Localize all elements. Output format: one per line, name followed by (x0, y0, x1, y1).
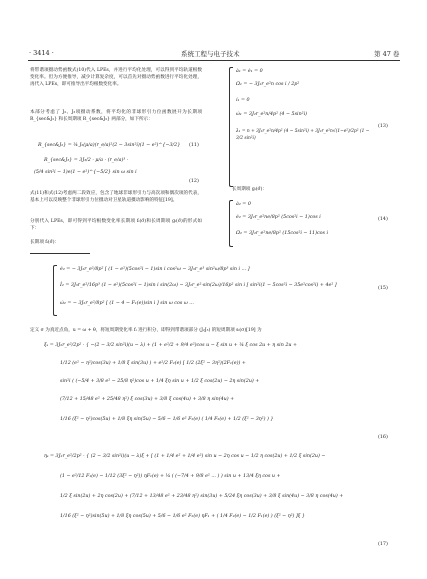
paragraph-potential: 本部分考虑了 J₂、J₃项摄动系数，将平均化的非球形引力位函数展开为长期项 R_{sec&J₂} 和长周期项 R_{sec&J₃} 两部分，如下所示： (30, 110, 202, 122)
equation-17-line2: (1 − e²/12 F₁(e) − 1/12 (3ξ² − η²)) ηF₁(e) + ¼ ( (−7/4 + 9/8 e² ... ) ) sin u + 13/4 ξη cos u + (60, 474, 281, 479)
equation-11: R_{sec&J₂} = ¼ J₂(μ/a)(r_e/a)²(2 − 3sin²i)(1 − e²)^{−3/2} (38, 143, 181, 148)
long-period-label: 长周期项 gᵢ(σ̄)： (232, 187, 268, 192)
equation-16-line3: sin²i ( (−5/4 + 3/8 e² − 25/8 η²)cos u + 1/4 ξη sin u + 1/2 ξ cos(2u) − 2η sin(2u) + (60, 379, 260, 384)
equation-16-line4: (7/12 + 15/48 e² + 25/48 η²) ξ cos(3u) + 3/8 ξ cos(4u) + 3/8 η sin(4u) + (60, 397, 235, 402)
equation-12-number: (12) (189, 179, 199, 184)
paragraph-discussion: 式(11)和式(12)考虑两二段效应，包含了地球非球形引力与高次项和偶次项的代表，基本上可以反映整个非球形引力位摄动对卫星轨道摄动影响的特征[19]。 (30, 191, 202, 203)
paragraph-secular-label: 长期项 fᵢ(σ̄)： (30, 240, 60, 245)
footnote-rule (30, 253, 90, 254)
brace-15 (53, 265, 57, 316)
brace-14 (229, 200, 233, 247)
equation-14-line3: Ω̇₂ = 3J₂r_e²ne/8p² (15cos²i − 11)cos i (236, 231, 329, 236)
header-rule (28, 60, 400, 61)
equation-16-number: (16) (378, 435, 388, 440)
journal-title: 系统工程与电子技术 (181, 50, 240, 58)
equation-17-number: (17) (378, 542, 388, 547)
equation-11-number: (11) (189, 143, 199, 148)
equation-16-line1: ξₛ = 3J₂r_e²/2p² · { −(2 − 3/2 sin²i)(u − λ) + (1 + e²/2 + 9/4 e²)cos u − ξ sin u + ¼ ξ cos 2u + η sin 2u + (44, 343, 298, 348)
equation-12-line1: R_{sec&J₃} = 3J₃/2 · μ/a · (r_e/a)³ · (44, 158, 129, 163)
equation-14-line2: ė₂ = 3J₂r_e²ne/8p² (5cos²i − 1)cos i (236, 215, 321, 220)
equation-17-line1: ηₛ = 3J₂r_e²/2p² · { (2 − 3/2 sin²i)(u − λ)ξ + [ (1 + 1/4 e² + 1/4 e²) sin u − 2η cos u − 1/2 η cos(2u) + 1/2 ξ sin(2u) − (44, 454, 326, 459)
equation-14-line1: ȧ₂ = 0 (236, 202, 251, 207)
equation-16-line5: 1/16 (ξ² − η²)cos(5u) + 1/8 ξη sin(5u) − 5/6 − 1/6 e² F₂(e) ( 1/4 F₂(e) + 1/2 (ξ² − 3η²) ) } (60, 417, 274, 422)
equation-16-line2: 1/12 (e² − η²)cos(3u) + 1/8 ξ sin(3u) ) + e²/2 F₂(e) [ 1/2 (2ξ² − 3η²)(2F₁(e)) + (60, 361, 246, 366)
equation-15-line1: ė₂ = − 3J₂r_e²/8p² [ (1 − e²)(5cos²i − 1)sin i cos²ω − 3J₃r_e³ sin²ω/8p³ sin i ... ] (60, 267, 250, 272)
paragraph-intro: 将带谐项摄动势函数式(10)代入 LPEs，并进行平均化处理，可以得到平均轨道根数变化率。但为方便推导，减少计算复杂度，可以首先对摄动势函数进行平均化处理，再代入 LPEs，即可推导出平均根数变化率。 (30, 68, 202, 87)
page-number: · 3414 · (29, 49, 54, 57)
equation-13-number: (13) (378, 124, 388, 129)
equation-13-line2: Ω̇₁ = − 3J₂r_e²n cos i / 2p² (236, 82, 300, 87)
volume-label: 第 47 卷 (374, 50, 400, 58)
equation-17-line4: 1/16 (ξ² − η²)sin(5u) + 1/8 ξη cos(5u) + 5/6 − 1/6 e² F₂(e) ηF₁ + ( 1/4 F₂(e) − 1/2 F₁(e) ) (ξ² − η²) ]ξ } (60, 514, 305, 519)
equation-13-line1: ȧ₁ = ė₁ = 0 (236, 69, 263, 74)
equation-13-line5: λ̇₁ = n + 3J₂r_e²n/4p² (4 − 5sin²i) + 3J₂r_e²n√(1−e²)/2p² (1 − 3/2 sin²i) (236, 129, 370, 141)
equation-14-number: (14) (378, 217, 388, 222)
equation-15-line2: İ₂ = 3J₃r_e²/16p³ (1 − e²)(5cos²i − 1)sin i sin(2ω) − 3J₂r_e²·sin(2ω)/16p² sin i [ sin²i(1 − 5cos²i − 35e²cos²i) + 4e² ] (60, 283, 337, 288)
equation-17-line3: 1/2 ξ sin(2u) + 2η cos(2u) + (7/12 + 13/48 e² + 23/48 η²) sin(3u) + 5/24 ξη cos(3u) + 3/8 ξ sin(4u) − 3/8 η cos(4u) + (60, 494, 344, 499)
equation-13-line3: i̇₁ = 0 (236, 98, 250, 103)
equation-12-line2: (5/4 sin²i − 1)e(1 − e²)^{−5/2} sin ω sin i (34, 170, 137, 175)
paragraph-substitute: 分别代入 LPEs，即可得到平均根数变化率长期项 fᵢ(σ̄)和长周期项 gᵢ(σ̄)的形式如下： (30, 219, 202, 231)
paragraph-short-period: 定义 σ 为真近点角，u = ω + θ，将短周期变化率 fᵢ 进行积分，即得到带谐项部分 (J₂J₃) 的短周期项 sᵢ(σ)[19] 为 (30, 328, 262, 333)
equation-15-line3: ω̇₂ = − 3J₂r_e²/8p² [ (1 − 4 − F₁(e))sin i ] sin ω cos ω ... (60, 301, 194, 306)
brace-13 (229, 67, 233, 187)
equation-13-line4: ω̇₁ = 3J₂r_e²n/4p² (4 − 5sin²i) (236, 112, 307, 117)
equation-15-number: (15) (378, 286, 388, 291)
